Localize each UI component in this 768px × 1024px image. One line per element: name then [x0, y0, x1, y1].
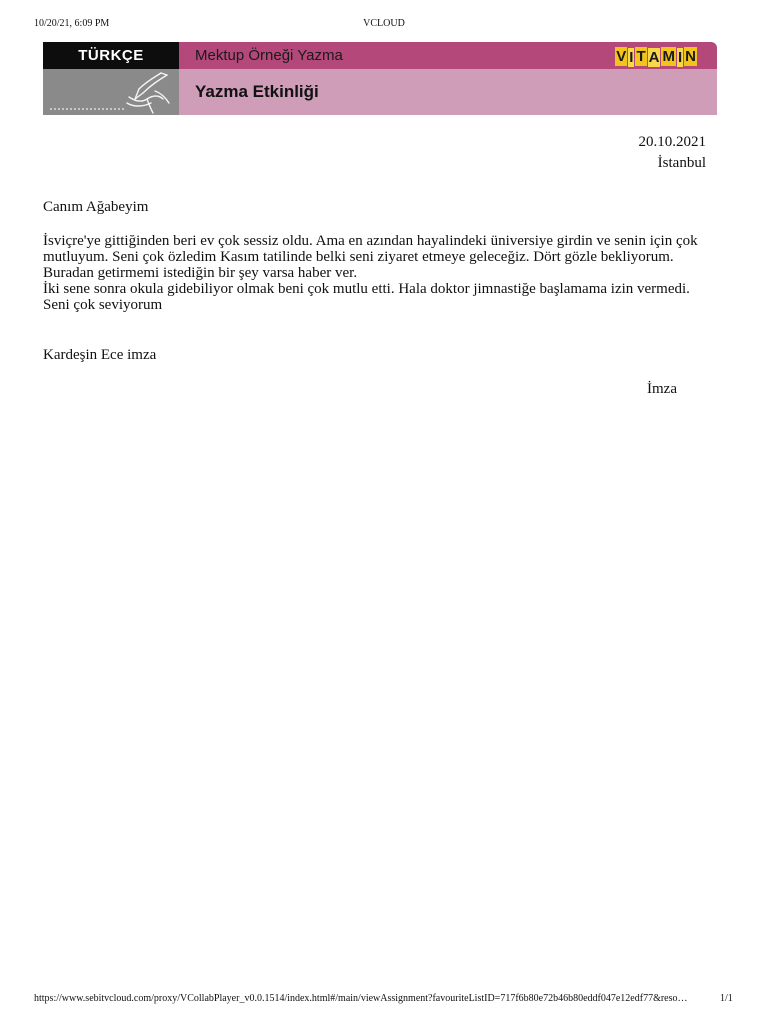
brand-logo-letter: I: [677, 48, 683, 66]
pen-writing-icon: [43, 69, 179, 115]
subject-label: TÜRKÇE: [43, 42, 179, 69]
brand-logo-letter: N: [685, 47, 696, 65]
activity-title: Yazma Etkinliği: [195, 82, 319, 101]
print-site-title: VCLOUD: [363, 18, 405, 29]
brand-logo-letter: T: [636, 47, 646, 65]
letter-line: İki sene sonra okula gidebiliyor olmak beni çok mutlu etti. Hala doktor jimnastiğe başlamama izin vermedi.: [43, 281, 690, 297]
letter-body: [43, 233, 723, 313]
print-footer: [0, 993, 768, 1007]
print-header: [0, 18, 768, 32]
letter-date: 20.10.2021: [638, 134, 706, 150]
letter-signature: İmza: [647, 381, 677, 397]
banner-topic-bar: [179, 42, 717, 69]
letter-city: İstanbul: [657, 155, 706, 171]
letter-line: Buradan getirmemi istediğin bir şey varsa haber ver.: [43, 265, 358, 281]
letter-closing: Kardeşin Ece imza: [43, 347, 157, 363]
brand-logo-letter: M: [662, 47, 675, 65]
banner-left-panel: [43, 42, 179, 115]
topic-title: Mektup Örneği Yazma: [195, 47, 343, 64]
brand-logo-letter: V: [616, 47, 627, 65]
print-url: https://www.sebitvcloud.com/proxy/VCollabPlayer_v0.0.1514/index.html#/main/viewAssignment?favouriteListID=717f6b80e72b46b80eddf047e12edf77&reso…: [34, 993, 688, 1004]
letter-greeting: Canım Ağabeyim: [43, 199, 149, 215]
letter-line: İsviçre'ye gittiğinden beri ev çok sessiz oldu. Ama en azından hayalindeki üniversiye girdin ve senin için çok mutluyum. Seni çok özledim Kasım tatilinde belki seni ziyaret etmeye geleceğiz. Dört gözle bekliyorum.: [43, 233, 698, 265]
brand-logo-letter: I: [629, 48, 634, 66]
letter-line: Seni çok seviyorum: [43, 297, 163, 313]
banner-activity-bar: [179, 69, 717, 115]
brand-logo: [614, 46, 697, 66]
brand-logo-letter: A: [648, 48, 660, 66]
print-page-number: 1/1: [720, 993, 733, 1004]
print-datetime: 10/20/21, 6:09 PM: [34, 18, 110, 29]
worksheet-banner: [43, 42, 717, 115]
